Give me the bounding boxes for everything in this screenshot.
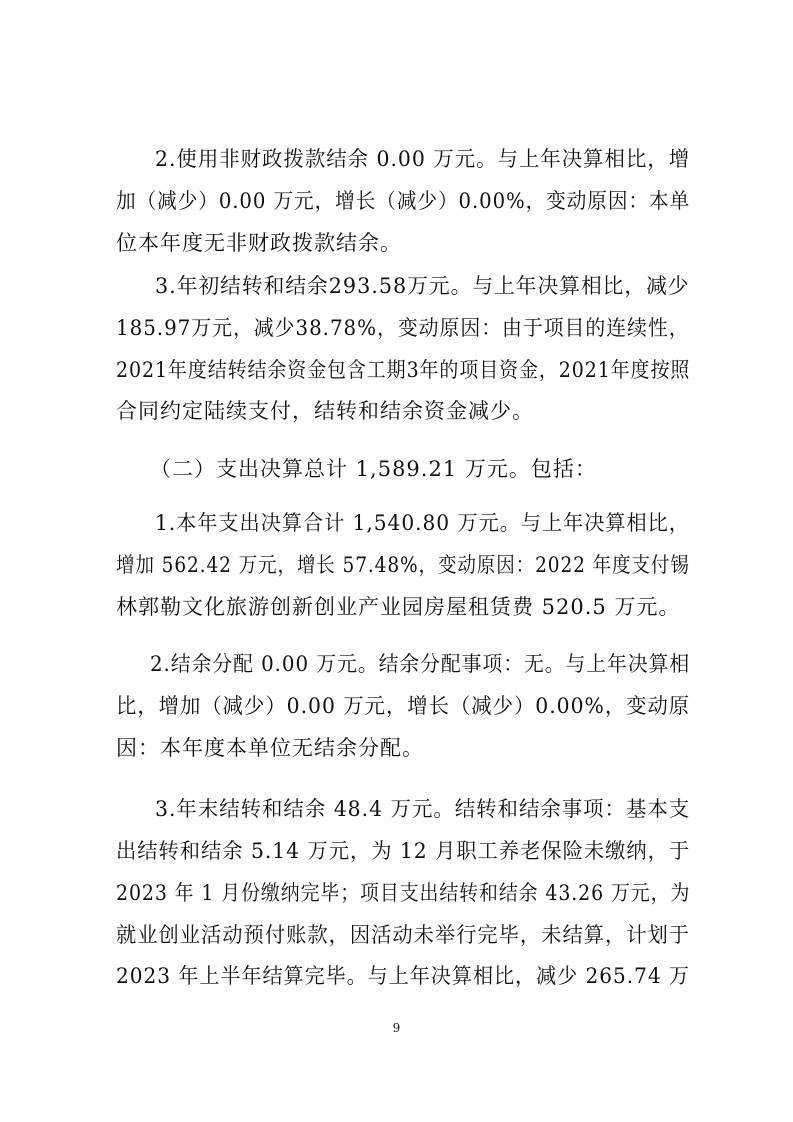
text-line: 2.结余分配 0.00 万元。结余分配事项：无。与上年决算相 — [150, 652, 691, 676]
text-line: 1.本年支出决算合计 1,540.80 万元。与上年决算相比， — [155, 511, 690, 535]
text-line: 位本年度无非财政拨款结余。 — [116, 231, 402, 255]
text-line: 2023 年上半年结算完毕。与上年决算相比，减少 265.74 万 — [116, 964, 690, 988]
text-line: 2.使用非财政拨款结余 0.00 万元。与上年决算相比，增 — [155, 147, 691, 171]
text-line: 3.年初结转和结余293.58万元。与上年决算相比，减少 — [155, 274, 690, 298]
text-line: 就业创业活动预付账款，因活动未举行完毕，未结算，计划于 — [116, 923, 690, 947]
section-heading: （二）支出决算总计 1,589.21 万元。包括： — [150, 457, 597, 481]
text-line: 合同约定陆续支付，结转和结余资金减少。 — [116, 399, 534, 423]
text-line: 出结转和结余 5.14 万元，为 12 月职工养老保险未缴纳，于 — [116, 839, 691, 863]
text-line: 3.年末结转和结余 48.4 万元。结转和结余事项：基本支 — [155, 797, 691, 821]
text-line: 2023 年 1 月份缴纳完毕；项目支出结转和结余 43.26 万元，为 — [116, 881, 691, 905]
text-line: 2021年度结转结余资金包含工期3年的项目资金，2021年度按照 — [116, 358, 691, 382]
text-line: 林郭勒文化旅游创新创业产业园房屋租赁费 520.5 万元。 — [116, 595, 681, 619]
text-line: 因：本年度本单位无结余分配。 — [116, 736, 424, 760]
page-number: 9 — [392, 1021, 401, 1035]
text-line: 185.97万元，减少38.78%，变动原因：由于项目的连续性， — [116, 316, 690, 340]
text-line: 增加 562.42 万元，增长 57.48%，变动原因：2022 年度支付锡 — [116, 553, 690, 577]
text-line: 比，增加（减少）0.00 万元，增长（减少）0.00%，变动原 — [116, 694, 691, 718]
text-line: 加（减少）0.00 万元，增长（减少）0.00%，变动原因：本单 — [116, 189, 691, 213]
